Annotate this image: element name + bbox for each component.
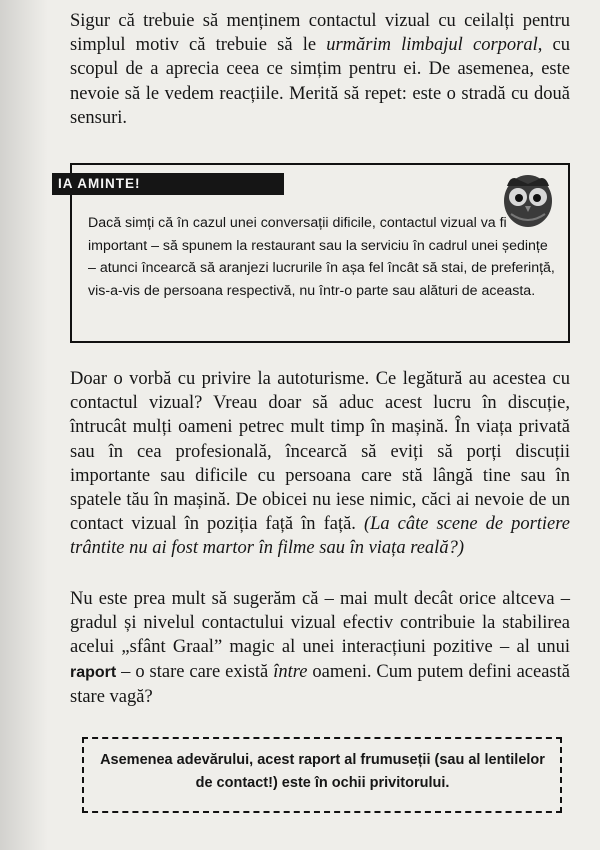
page-gutter-shadow — [0, 0, 48, 850]
para3-bold: raport — [70, 663, 117, 681]
note-tab-label: IA AMINTE! — [52, 173, 284, 195]
para3-text-b: – o stare care există — [116, 661, 274, 682]
quote-text: Asemenea adevărului, acest raport al frumuseții (sau al lentilelor de contact!) este în ochii privitorului. — [100, 752, 545, 791]
paragraph-cars — [70, 367, 570, 561]
paragraph-rapport — [70, 587, 570, 709]
para3-italic: între — [273, 661, 308, 682]
para1-text: Sigur că trebuie să menținem contactul vizual cu ceilalți pentru simplul motiv că trebuie să le — [70, 11, 570, 56]
para1-italic: urmărim limbajul corporal — [326, 35, 538, 56]
para2-text: Doar o vorbă cu privire la autoturisme. Ce legătură au acestea cu contactul vizual? Vreau doar să aduc acest lucru în discuție, întrucât mulți oameni petrec mult timp în mașină. În viața privată sau în cea profesională, încearcă să eviți să porți discuții importante sau dificile cu persoana care stă lângă tine sau în spatele tău în mașină. De obicei nu iese nimic, căci ai nevoie de un contact vizual în poziția față în față. — [70, 369, 570, 535]
para2-italic: (La câte scene de portiere trântite nu ai fost martor în filme sau în viața reală?) — [70, 514, 570, 559]
note-text: Dacă simți că în cazul unei conversații dificile, contactul vizual va fi important – să spunem la restaurant sau la serviciu în cadrul unei ședințe – atunci încearcă să aranjezi lucrurile în așa fel încât să stai, de preferință, vis-a-vis de persoana respectivă, nu într-o parte sau alături de aceasta. — [88, 215, 555, 299]
para3-text-c: oameni. Cum putem defini această stare vagă? — [70, 661, 570, 707]
para3-text-a: Nu este prea mult să sugerăm că – mai mult decât orice altceva – gradul și nivelul contactului vizual efectiv contribuie la stabilirea acelui „sfânt Graal” magic al unei interacțiuni pozitive – al unui — [70, 589, 570, 658]
para1-text-end: , cu scopul de a aprecia ceea ce simțim pentru ei. De asemenea, este nevoie să le vedem reacțiile. Merită să repet: este o stradă cu două sensuri. — [70, 35, 570, 128]
paragraph-eye-contact — [70, 9, 570, 130]
